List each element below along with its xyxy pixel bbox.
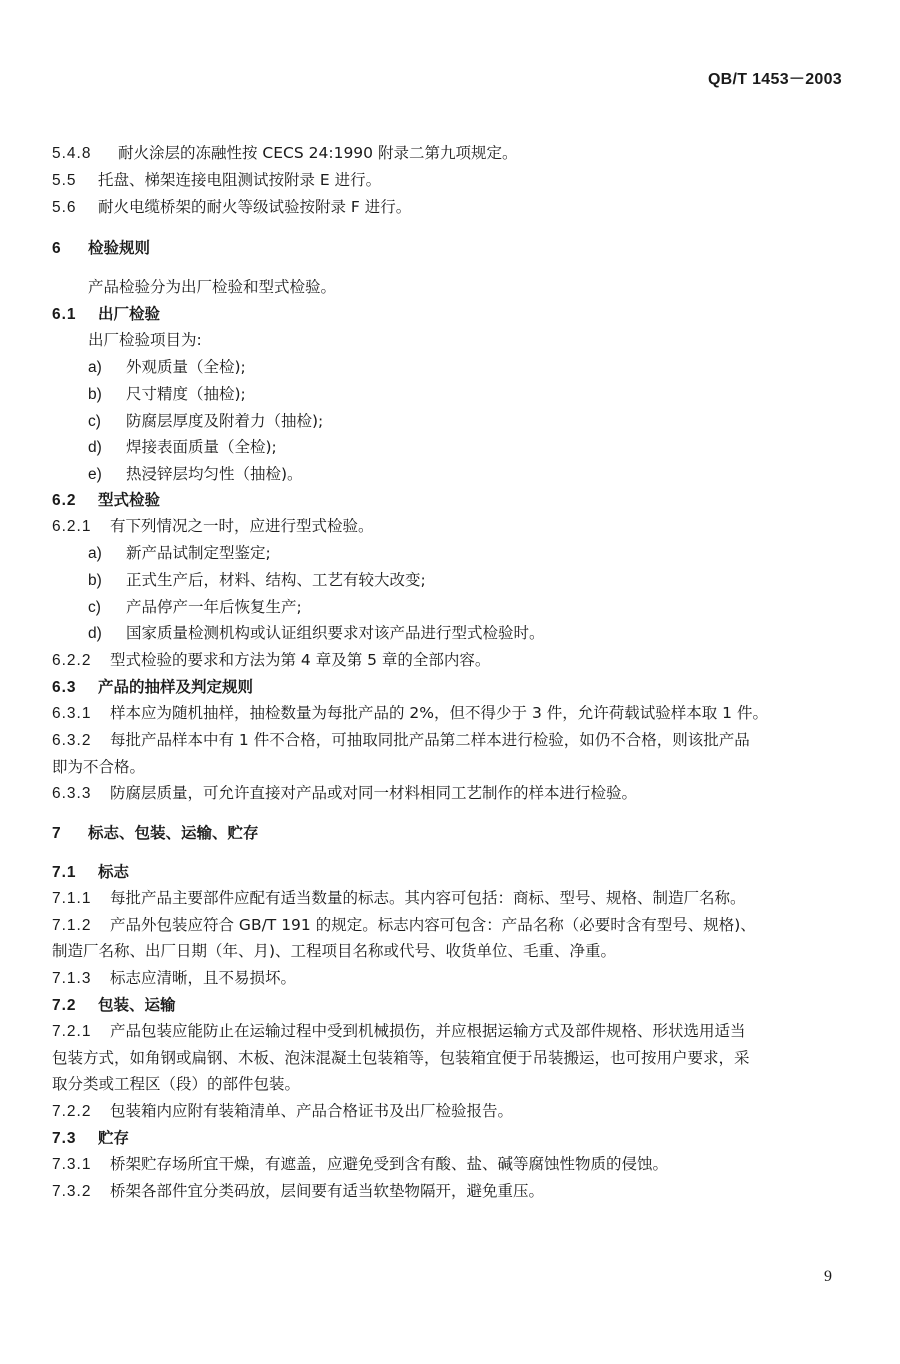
list-item xyxy=(88,543,271,564)
clause-7-2-1 xyxy=(52,1021,746,1042)
clause-text: 每批产品样本中有 1 件不合格，可抽取同批产品第二样本进行检验，如仍不合格，则该批产品 xyxy=(110,731,750,749)
list-text: 正式生产后，材料、结构、工艺有较大改变; xyxy=(126,571,426,589)
section-number: 7.3 xyxy=(52,1130,77,1147)
section-number: 6.3 xyxy=(52,679,77,696)
clause-text: 产品外包装应符合 GB/T 191 的规定。标志内容可包含：产品名称（必要时含有型号、规格)、 xyxy=(110,916,756,934)
list-marker: d) xyxy=(88,439,102,456)
clause-7-1-3 xyxy=(52,968,296,989)
clause-text: 托盘、梯架连接电阻测试按附录 E 进行。 xyxy=(98,171,382,189)
list-item xyxy=(88,357,246,378)
clause-7-3-2 xyxy=(52,1181,544,1202)
list-item xyxy=(88,437,277,458)
clause-7-1-2 xyxy=(52,915,756,936)
section-number: 6.1 xyxy=(52,306,77,323)
clause-continuation: 制造厂名称、出厂日期（年、月)、工程项目名称或代号、收货单位、毛重、净重。 xyxy=(52,942,617,960)
clause-number: 5.6 xyxy=(52,199,77,216)
list-text: 新产品试制定型鉴定; xyxy=(126,544,271,562)
clause-text: 桥架贮存场所宜干燥，有遮盖，应避免受到含有酸、盐、碱等腐蚀性物质的侵蚀。 xyxy=(110,1155,669,1173)
clause-5-5 xyxy=(52,170,381,191)
clause-number: 6.2.1 xyxy=(52,518,92,535)
clause-text: 防腐层质量，可允许直接对产品或对同一材料相同工艺制作的样本进行检验。 xyxy=(110,784,638,802)
clause-6-2-1 xyxy=(52,516,374,537)
list-item xyxy=(88,411,323,432)
list-marker: a) xyxy=(88,545,102,562)
list-item xyxy=(88,464,303,485)
page-number: 9 xyxy=(824,1268,832,1285)
clause-number: 5.5 xyxy=(52,172,77,189)
section-6-1-intro: 出厂检验项目为: xyxy=(88,331,202,349)
clause-text: 每批产品主要部件应配有适当数量的标志。其内容可包括：商标、型号、规格、制造厂名称。 xyxy=(110,889,746,907)
list-marker: c) xyxy=(88,599,101,616)
clause-7-2-2 xyxy=(52,1101,513,1122)
clause-number: 6.3.2 xyxy=(52,732,92,749)
section-7-2-heading xyxy=(52,995,176,1016)
list-item xyxy=(88,597,302,618)
chapter-title: 检验规则 xyxy=(88,239,151,257)
clause-number: 7.1.1 xyxy=(52,890,92,907)
clause-6-3-2 xyxy=(52,730,750,751)
clause-5-4-8 xyxy=(52,143,517,164)
list-marker: a) xyxy=(88,359,102,376)
section-number: 6.2 xyxy=(52,492,77,509)
list-text: 国家质量检测机构或认证组织要求对该产品进行型式检验时。 xyxy=(126,624,545,642)
list-marker: e) xyxy=(88,466,102,483)
section-7-3-heading xyxy=(52,1128,129,1149)
clause-number: 7.1.2 xyxy=(52,917,92,934)
section-title: 出厂检验 xyxy=(98,305,161,323)
clause-number: 7.2.1 xyxy=(52,1023,92,1040)
list-item xyxy=(88,623,545,644)
section-title: 型式检验 xyxy=(98,491,161,509)
clause-number: 6.3.3 xyxy=(52,785,92,802)
clause-6-2-2 xyxy=(52,650,490,671)
chapter-6-intro: 产品检验分为出厂检验和型式检验。 xyxy=(88,278,337,296)
clause-number: 5.4.8 xyxy=(52,145,92,162)
section-6-1-heading xyxy=(52,304,160,325)
clause-text: 包装箱内应附有装箱清单、产品合格证书及出厂检验报告。 xyxy=(110,1102,514,1120)
clause-number: 7.2.2 xyxy=(52,1103,92,1120)
clause-6-3-1 xyxy=(52,703,768,724)
clause-6-3-3 xyxy=(52,783,637,804)
clause-continuation: 取分类或工程区（段）的部件包装。 xyxy=(52,1075,301,1093)
list-text: 防腐层厚度及附着力（抽检); xyxy=(126,412,324,430)
clause-text: 耐火涂层的冻融性按 CECS 24:1990 附录二第九项规定。 xyxy=(118,144,518,162)
clause-number: 6.2.2 xyxy=(52,652,92,669)
clause-7-3-1 xyxy=(52,1154,668,1175)
clause-text: 桥架各部件宜分类码放，层间要有适当软垫物隔开，避免重压。 xyxy=(110,1182,545,1200)
list-text: 焊接表面质量（全检); xyxy=(126,438,277,456)
chapter-number: 6 xyxy=(52,240,62,257)
clause-number: 6.3.1 xyxy=(52,705,92,722)
clause-number: 7.3.2 xyxy=(52,1183,92,1200)
section-title: 标志 xyxy=(98,863,130,881)
list-text: 产品停产一年后恢复生产; xyxy=(126,598,302,616)
section-title: 贮存 xyxy=(98,1129,130,1147)
chapter-6-heading xyxy=(52,238,150,259)
clause-text: 耐火电缆桥架的耐火等级试验按附录 F 进行。 xyxy=(98,198,412,216)
clause-text: 型式检验的要求和方法为第 4 章及第 5 章的全部内容。 xyxy=(110,651,491,669)
list-marker: b) xyxy=(88,572,102,589)
section-title: 产品的抽样及判定规则 xyxy=(98,678,254,696)
clause-text: 有下列情况之一时，应进行型式检验。 xyxy=(110,517,374,535)
section-7-1-heading xyxy=(52,862,129,883)
list-text: 外观质量（全检); xyxy=(126,358,246,376)
clause-continuation: 即为不合格。 xyxy=(52,758,146,776)
list-text: 尺寸精度（抽检); xyxy=(126,385,246,403)
clause-continuation: 包装方式，如角钢或扁钢、木板、泡沫混凝土包装箱等，包装箱宜便于吊装搬运，也可按用户要求，采 xyxy=(52,1049,750,1067)
section-6-3-heading xyxy=(52,677,253,698)
list-item xyxy=(88,384,246,405)
list-marker: b) xyxy=(88,386,102,403)
chapter-title: 标志、包装、运输、贮存 xyxy=(88,824,259,842)
clause-text: 产品包装应能防止在运输过程中受到机械损伤，并应根据运输方式及部件规格、形状选用适当 xyxy=(110,1022,746,1040)
list-marker: c) xyxy=(88,413,101,430)
clause-5-6 xyxy=(52,197,411,218)
list-item xyxy=(88,570,426,591)
section-6-2-heading xyxy=(52,490,160,511)
clause-text: 标志应清晰，且不易损坏。 xyxy=(110,969,297,987)
list-marker: d) xyxy=(88,625,102,642)
clause-number: 7.3.1 xyxy=(52,1156,92,1173)
section-number: 7.2 xyxy=(52,997,77,1014)
standard-number-header: QB/T 1453－2003 xyxy=(707,71,842,88)
clause-text: 样本应为随机抽样，抽检数量为每批产品的 2%，但不得少于 3 件，允许荷载试验样本取 1 件。 xyxy=(110,704,768,722)
chapter-7-heading xyxy=(52,823,259,844)
clause-number: 7.1.3 xyxy=(52,970,92,987)
clause-7-1-1 xyxy=(52,888,746,909)
list-text: 热浸锌层均匀性（抽检)。 xyxy=(126,465,303,483)
section-number: 7.1 xyxy=(52,864,77,881)
section-title: 包装、运输 xyxy=(98,996,176,1014)
chapter-number: 7 xyxy=(52,825,62,842)
